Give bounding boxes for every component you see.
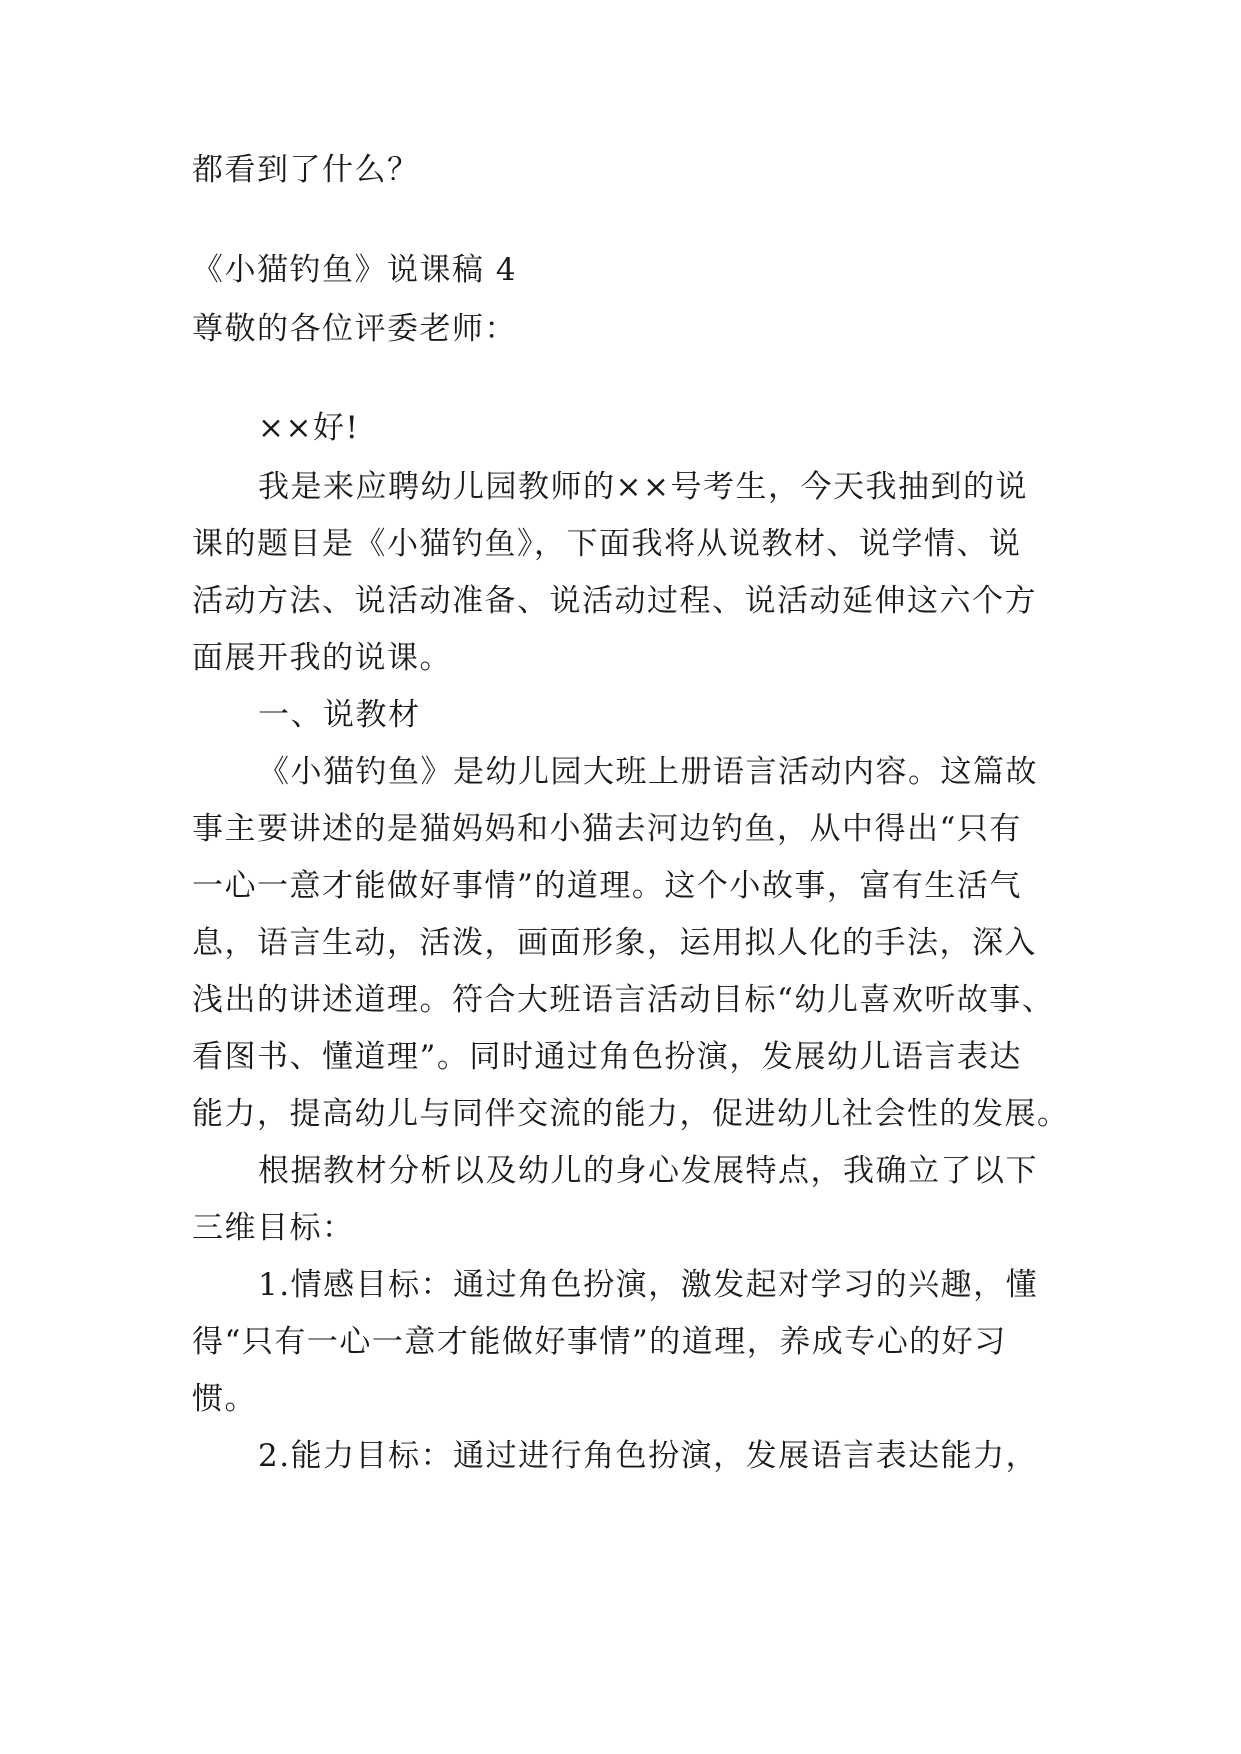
paragraph-line: 《小猫钓鱼》是幼儿园大班上册语言活动内容。这篇故 — [258, 754, 1038, 790]
paragraph-line: 事主要讲述的是猫妈妈和小猫去河边钓鱼，从中得出“只有 — [192, 811, 1022, 847]
paragraph-line: 三维目标： — [192, 1210, 355, 1246]
paragraph-line: 看图书、懂道理”。同时通过角色扮演，发展幼儿语言表达 — [192, 1039, 1022, 1075]
paragraph-line: 面展开我的说课。 — [192, 640, 452, 676]
paragraph-line: 课的题目是《小猫钓鱼》，下面我将从说教材、说学情、说 — [192, 526, 1022, 562]
paragraph-line: 浅出的讲述道理。符合大班语言活动目标“幼儿喜欢听故事、 — [192, 982, 1055, 1018]
paragraph-line: 惯。 — [192, 1381, 257, 1417]
paragraph-line: 一心一意才能做好事情”的道理。这个小故事，富有生活气 — [192, 868, 1022, 904]
greeting: ××好! — [258, 410, 360, 446]
salutation: 尊敬的各位评委老师： — [192, 311, 517, 347]
goal-item-ability: 2.能力目标：通过进行角色扮演，发展语言表达能力， — [258, 1438, 1039, 1474]
text-line-continuation: 都看到了什么？ — [192, 152, 420, 188]
paragraph-line: 活动方法、说活动准备、说活动过程、说活动延伸这六个方 — [192, 583, 1037, 619]
paragraph-line: 息，语言生动，活泼，画面形象，运用拟人化的手法，深入 — [192, 925, 1037, 961]
section-title: 《小猫钓鱼》说课稿 4 — [192, 252, 518, 288]
paragraph-line: 根据教材分析以及幼儿的身心发展特点，我确立了以下 — [258, 1153, 1038, 1189]
goal-item-emotion: 1.情感目标：通过角色扮演，激发起对学习的兴趣，懂 — [258, 1267, 1039, 1303]
paragraph-line: 得“只有一心一意才能做好事情”的道理，养成专心的好习 — [192, 1324, 1007, 1360]
paragraph-line: 能力，提高幼儿与同伴交流的能力，促进幼儿社会性的发展。 — [192, 1096, 1070, 1132]
heading-teaching-material: 一、说教材 — [258, 697, 421, 733]
paragraph-line: 我是来应聘幼儿园教师的××号考生，今天我抽到的说 — [258, 469, 1028, 505]
